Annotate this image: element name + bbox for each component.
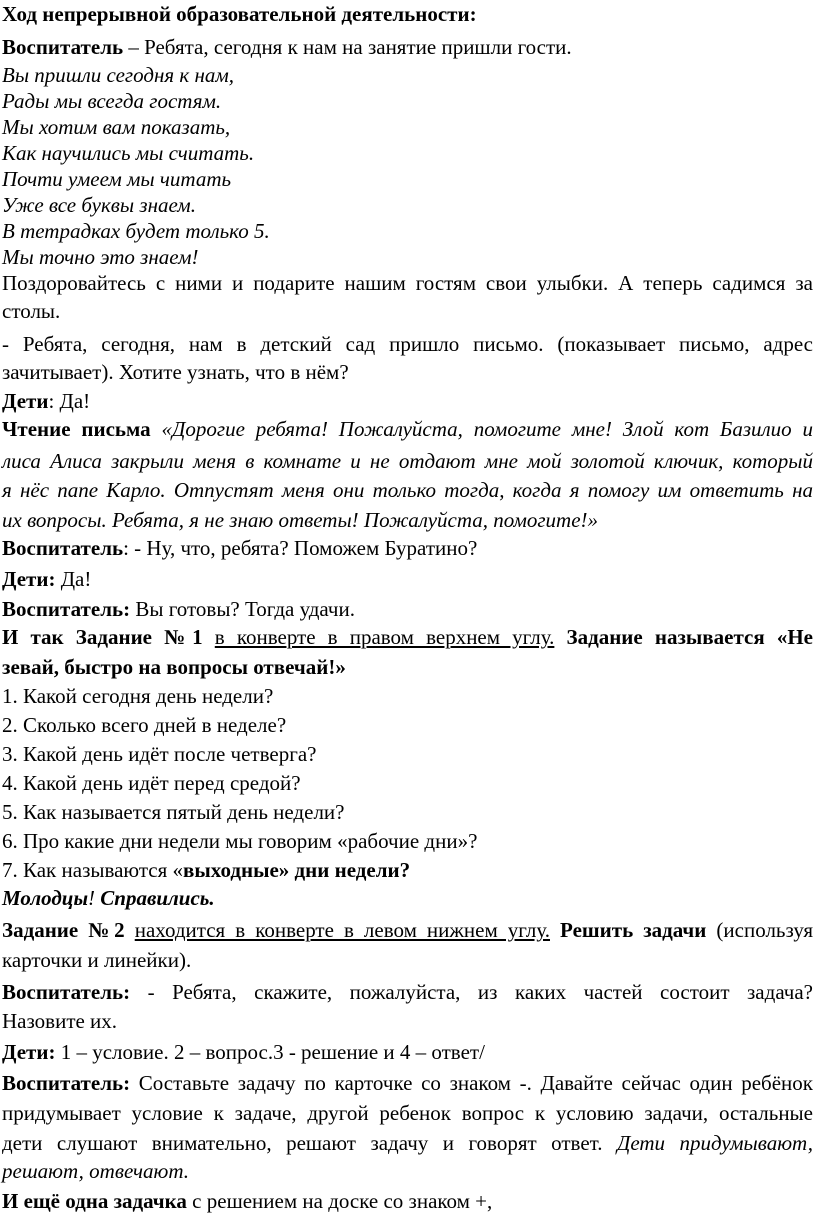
reading-label: Чтение письма xyxy=(2,417,151,441)
speaker-label: Дети xyxy=(2,389,49,413)
letter-intro-line: зачитывает). Хотите узнать, что в нём? xyxy=(2,360,349,384)
letter-line xyxy=(2,416,813,442)
task2-task: Решить задачи xyxy=(560,918,707,942)
teacher-text: - Ребята, скажите, пожалуйста, из каких частей состоит задача? xyxy=(130,980,813,1004)
teacher-line xyxy=(2,535,816,561)
teacher-line: Назовите их. xyxy=(2,1009,118,1033)
teacher-line: придумывает условие к задаче, другой ребенок вопрос к условию задачи, остальные xyxy=(2,1101,813,1125)
question-item xyxy=(2,857,816,883)
greeting-line: Поздоровайтесь с ними и подарите нашим гостям свои улыбки. А теперь садимся за xyxy=(2,271,813,295)
children-reply xyxy=(2,1039,816,1065)
final-bold: И ещё одна задачка xyxy=(2,1189,187,1213)
poem-line: Уже все буквы знаем. xyxy=(2,193,196,217)
poem-line: Почти умеем мы читать xyxy=(2,167,232,191)
speaker-label: Дети: xyxy=(2,567,56,591)
children-reply xyxy=(2,388,816,414)
poem-line: Как научились мы считать. xyxy=(2,141,255,165)
heading: Ход непрерывной образовательной деятельности: xyxy=(2,2,477,26)
task1-line xyxy=(2,624,813,650)
question-item: 4. Какой день идёт перед средой? xyxy=(2,771,301,795)
praise-b: ! xyxy=(88,886,101,910)
reply-text: 1 – условие. 2 – вопрос.3 - решение и 4 – ответ/ xyxy=(55,1040,485,1064)
final-line xyxy=(2,1188,816,1214)
teacher-line: решают, отвечают. xyxy=(2,1159,189,1183)
speaker-label: Воспитатель xyxy=(2,536,124,560)
task1-lead: И так Задание №1 xyxy=(2,625,203,649)
teacher-italic: Дети придумывают, xyxy=(616,1131,813,1155)
letter-intro-line: - Ребята, сегодня, нам в детский сад пришло письмо. (показывает письмо, адрес xyxy=(2,332,813,356)
task2-lead: Задание №2 xyxy=(2,918,125,942)
task1-title: Задание называется «Не xyxy=(566,625,814,649)
poem-line: Рады мы всегда гостям. xyxy=(2,89,222,113)
teacher-line xyxy=(2,1070,813,1096)
intro-text: – Ребята, сегодня к нам на занятие пришли гости. xyxy=(123,35,572,59)
intro-line xyxy=(2,34,816,60)
task2-location: находится в конверте в левом нижнем углу. xyxy=(134,918,550,942)
poem-line: Мы хотим вам показать, xyxy=(2,115,231,139)
teacher-line xyxy=(2,1130,813,1156)
question-bold: выходные» дни недели? xyxy=(183,858,411,882)
question-item: 6. Про какие дни недели мы говорим «рабочие дни»? xyxy=(2,829,478,853)
speaker-label: Дети: xyxy=(2,1040,56,1064)
letter-line: их вопросы. Ребята, я не знаю ответы! Пожалуйста, помогите!» xyxy=(2,508,599,532)
reply-text: Да! xyxy=(55,567,92,591)
speaker-label: Воспитатель xyxy=(2,35,124,59)
children-reply xyxy=(2,566,816,592)
question-text: 7. Как называются « xyxy=(2,858,184,882)
praise-line xyxy=(2,885,816,911)
teacher-text: дети слушают внимательно, решают задачу и говорят ответ. xyxy=(2,1131,617,1155)
final-text: с решением на доске со знаком +, xyxy=(186,1189,493,1213)
task1-location: в конверте в правом верхнем углу. xyxy=(214,625,555,649)
question-item: 2. Сколько всего дней в неделе? xyxy=(2,713,287,737)
speaker-label: Воспитатель: xyxy=(2,980,131,1004)
reply-text: : Да! xyxy=(48,389,91,413)
question-item: 3. Какой день идёт после четверга? xyxy=(2,742,317,766)
letter-line: я нёс папе Карло. Отпустят меня они только тогда, когда я помогу им ответить на xyxy=(2,478,813,502)
teacher-line xyxy=(2,596,816,622)
question-item: 5. Как называется пятый день недели? xyxy=(2,800,345,824)
praise-c: Справились. xyxy=(100,886,215,910)
task2-note: (используя xyxy=(706,918,813,942)
task1-title-line: зевай, быстро на вопросы отвечай!» xyxy=(2,655,346,679)
teacher-text: Составьте задачу по карточке со знаком -. Давайте сейчас один ребёнок xyxy=(130,1071,813,1095)
question-item: 1. Какой сегодня день недели? xyxy=(2,684,274,708)
speaker-label: Воспитатель: xyxy=(2,1071,131,1095)
praise-a: Молодцы xyxy=(2,886,89,910)
poem-line: Мы точно это знаем! xyxy=(2,245,199,269)
poem-line: Вы пришли сегодня к нам, xyxy=(2,63,235,87)
task2-line xyxy=(2,917,813,943)
letter-line: лиса Алиса закрыли меня в комнате и не отдают мне мой золотой ключик, который xyxy=(2,449,813,473)
teacher-text: Вы готовы? Тогда удачи. xyxy=(130,597,355,621)
poem-line: В тетрадках будет только 5. xyxy=(2,219,270,243)
greeting-line: столы. xyxy=(2,299,61,323)
letter-text: «Дорогие ребята! Пожалуйста, помогите мне! Злой кот Базилио и xyxy=(150,417,813,441)
speaker-label: Воспитатель: xyxy=(2,597,131,621)
task2-note-line: карточки и линейки). xyxy=(2,948,192,972)
teacher-text: : - Ну, что, ребята? Поможем Буратино? xyxy=(123,536,478,560)
teacher-line xyxy=(2,979,813,1005)
